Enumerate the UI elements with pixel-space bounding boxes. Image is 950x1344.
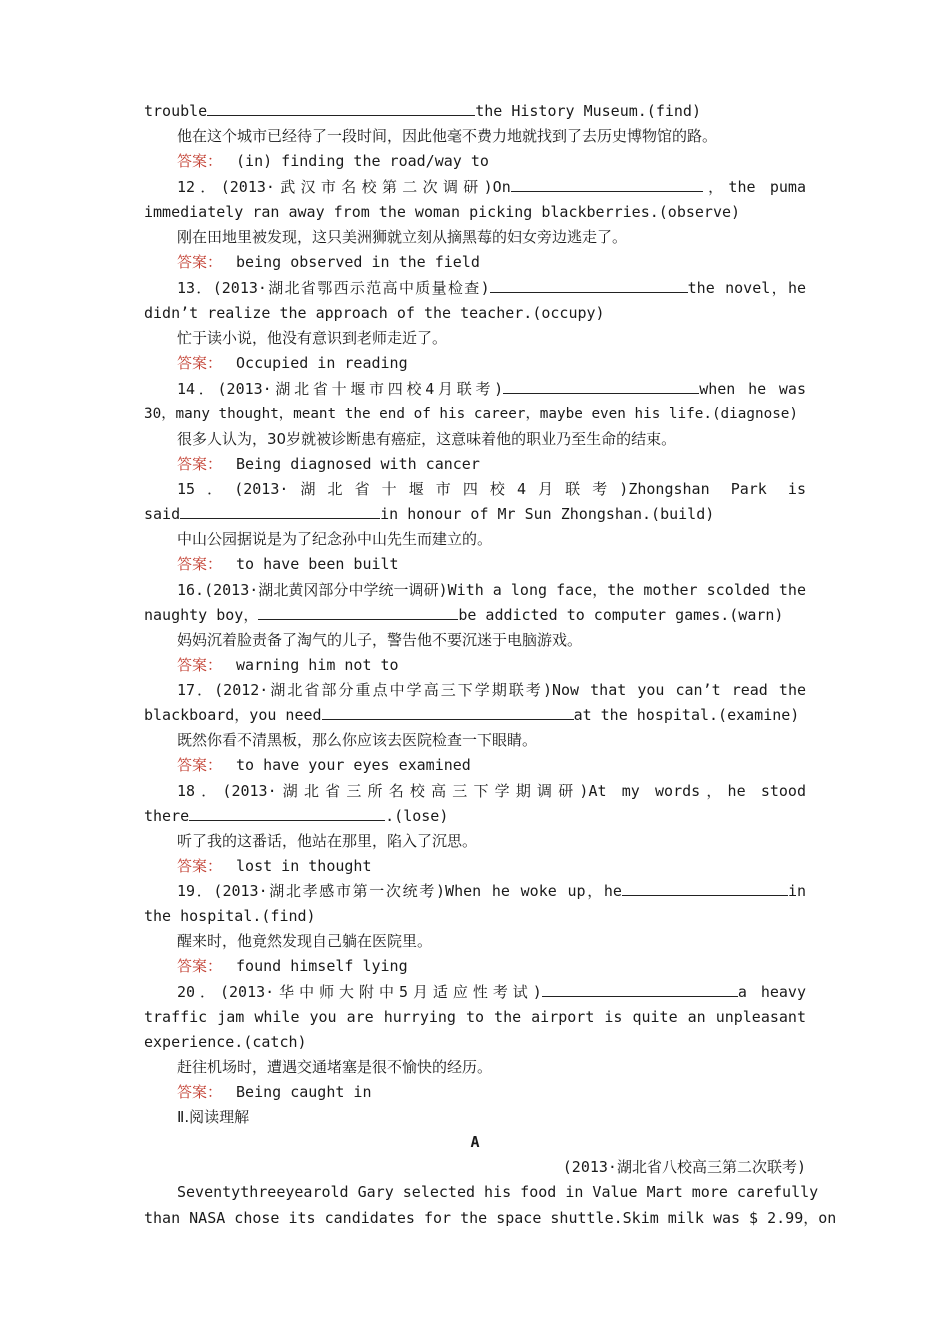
q15-blank[interactable]	[180, 503, 380, 519]
q13-translation: 忙于读小说，他没有意识到老师走近了。	[177, 329, 448, 347]
q15-translation: 中山公园据说是为了纪念孙中山先生而建立的。	[177, 530, 493, 548]
q14-answer-text: Being diagnosed with cancer	[236, 455, 480, 473]
q18-text-start: there	[144, 807, 190, 825]
q14-text-start: 14．(2013·湖北省十堰市四校4月联考)	[177, 380, 504, 398]
q16-text-end: be addicted to computer games.(warn)	[458, 606, 784, 624]
q12-text-end: ，the puma	[702, 178, 806, 196]
passage-line1: Seventythreeyearold Gary selected his food in Value Mart more carefully	[177, 1183, 819, 1201]
q13-text-start: 13．(2013·湖北省鄂西示范高中质量检查)	[177, 279, 490, 297]
q18-translation: 听了我的这番话，他站在那里，陷入了沉思。	[177, 832, 478, 850]
q18-answer	[177, 854, 806, 879]
q17-line1: 17．(2012·湖北省部分重点中学高三下学期联考)Now that you can’t read the	[177, 681, 806, 699]
q19-blank[interactable]	[622, 880, 788, 896]
answer-label: 答案：	[177, 756, 223, 774]
q18-text-end: .(lose)	[385, 807, 449, 825]
q20-line2: traffic jam while you are hurrying to the airport is quite an unpleasant	[144, 1008, 806, 1026]
q12-line1	[177, 175, 806, 200]
answer-label: 答案：	[177, 957, 223, 975]
q11-answer-text: (in) finding the road/way to	[236, 152, 489, 170]
q14-answer	[177, 452, 806, 477]
q19-text-end: in	[787, 882, 806, 900]
q14-text-end: when he was	[699, 380, 806, 398]
answer-label: 答案：	[177, 354, 223, 372]
q13-line1	[177, 276, 806, 301]
q17-blank[interactable]	[322, 704, 574, 720]
q16-blank[interactable]	[258, 604, 458, 620]
q14-blank[interactable]	[503, 378, 699, 394]
q14-translation: 很多人认为，30岁就被诊断患有癌症，这意味着他的职业乃至生命的结束。	[177, 430, 677, 448]
q11-text-end: the History Museum.(find)	[475, 102, 701, 120]
q16-line2	[144, 603, 806, 628]
q13-answer	[177, 351, 806, 376]
q11-line1	[144, 99, 806, 124]
q18-answer-text: lost in thought	[236, 857, 372, 875]
q16-answer-text: warning him not to	[236, 656, 399, 674]
q17-line2	[144, 703, 806, 728]
passage-line2: than NASA chose its candidates for the space shuttle.Skim milk was $ 2.99，on	[144, 1209, 837, 1227]
q13-line2: didn’t realize the approach of the teacher.(occupy)	[144, 304, 605, 322]
q11-translation: 他在这个城市已经待了一段时间，因此他毫不费力地就找到了去历史博物馆的路。	[177, 127, 718, 145]
q17-translation: 既然你看不清黑板，那么你应该去医院检查一下眼睛。	[177, 731, 538, 749]
q16-text-start: naughty boy，	[144, 606, 259, 624]
q16-answer	[177, 653, 806, 678]
q12-line2: immediately ran away from the woman picking blackberries.(observe)	[144, 203, 741, 221]
q13-blank[interactable]	[490, 277, 688, 293]
answer-label: 答案：	[177, 152, 223, 170]
q12-blank[interactable]	[511, 176, 703, 192]
answer-label: 答案：	[177, 857, 223, 875]
q12-text-start: 12．(2013·武汉市名校第二次调研)On	[177, 178, 511, 196]
q14-line1	[177, 377, 806, 402]
q17-text-start: blackboard，you need	[144, 706, 322, 724]
q20-answer-text: Being caught in	[236, 1083, 372, 1101]
q19-answer-text: found himself lying	[236, 957, 408, 975]
q20-line3: experience.(catch)	[144, 1033, 307, 1051]
passage-letter: A	[470, 1133, 480, 1151]
q15-answer-text: to have been built	[236, 555, 399, 573]
q12-answer	[177, 250, 806, 275]
q15-line1: 15．(2013·湖北省十堰市四校4月联考)Zhongshan Park is	[177, 480, 806, 498]
answer-label: 答案：	[177, 455, 223, 473]
answer-label: 答案：	[177, 253, 223, 271]
q11-answer	[177, 149, 806, 174]
q17-text-end: at the hospital.(examine)	[573, 706, 800, 724]
q15-text-start: said	[144, 505, 181, 523]
section-heading: Ⅱ.阅读理解	[177, 1108, 250, 1126]
q15-line2	[144, 502, 806, 527]
q14-line2: 30，many thought，meant the end of his career，maybe even his life.(diagnose)	[144, 406, 799, 422]
q20-answer	[177, 1080, 806, 1105]
q19-translation: 醒来时，他竟然发现自己躺在医院里。	[177, 932, 433, 950]
answer-label: 答案：	[177, 1083, 223, 1101]
q18-line1: 18．(2013·湖北省三所名校高三下学期调研)At my words，he stood	[177, 782, 806, 800]
q17-answer-text: to have your eyes examined	[236, 756, 471, 774]
q12-answer-text: being observed in the field	[236, 253, 480, 271]
passage-source: (2013·湖北省八校高三第二次联考)	[562, 1158, 806, 1176]
q12-translation: 刚在田地里被发现，这只美洲狮就立刻从摘黑莓的妇女旁边逃走了。	[177, 228, 628, 246]
q11-blank[interactable]	[207, 100, 475, 116]
q15-answer	[177, 552, 806, 577]
q20-translation: 赶往机场时，遭遇交通堵塞是很不愉快的经历。	[177, 1058, 493, 1076]
q17-answer	[177, 753, 806, 778]
answer-label: 答案：	[177, 656, 223, 674]
q13-text-end: the novel，he	[687, 279, 807, 297]
q19-answer	[177, 954, 806, 979]
q15-text-end: in honour of Mr Sun Zhongshan.(build)	[380, 505, 715, 523]
q20-text-start: 20．(2013·华中师大附中5月适应性考试)	[177, 983, 542, 1001]
q11-text-start: trouble	[144, 102, 208, 120]
q20-blank[interactable]	[542, 981, 738, 997]
q13-answer-text: Occupied in reading	[236, 354, 408, 372]
q19-line1	[177, 879, 806, 904]
q19-text-start: 19．(2013·湖北孝感市第一次统考)When he woke up，he	[177, 882, 622, 900]
q18-line2	[144, 804, 806, 829]
q20-line1	[177, 980, 806, 1005]
answer-label: 答案：	[177, 555, 223, 573]
q16-translation: 妈妈沉着脸责备了淘气的儿子，警告他不要沉迷于电脑游戏。	[177, 631, 583, 649]
q18-blank[interactable]	[189, 805, 385, 821]
q19-line2: the hospital.(find)	[144, 907, 316, 925]
q20-text-end: a heavy	[737, 983, 806, 1001]
q16-line1: 16.(2013·湖北黄冈部分中学统一调研)With a long face，the mother scolded the	[177, 581, 806, 599]
